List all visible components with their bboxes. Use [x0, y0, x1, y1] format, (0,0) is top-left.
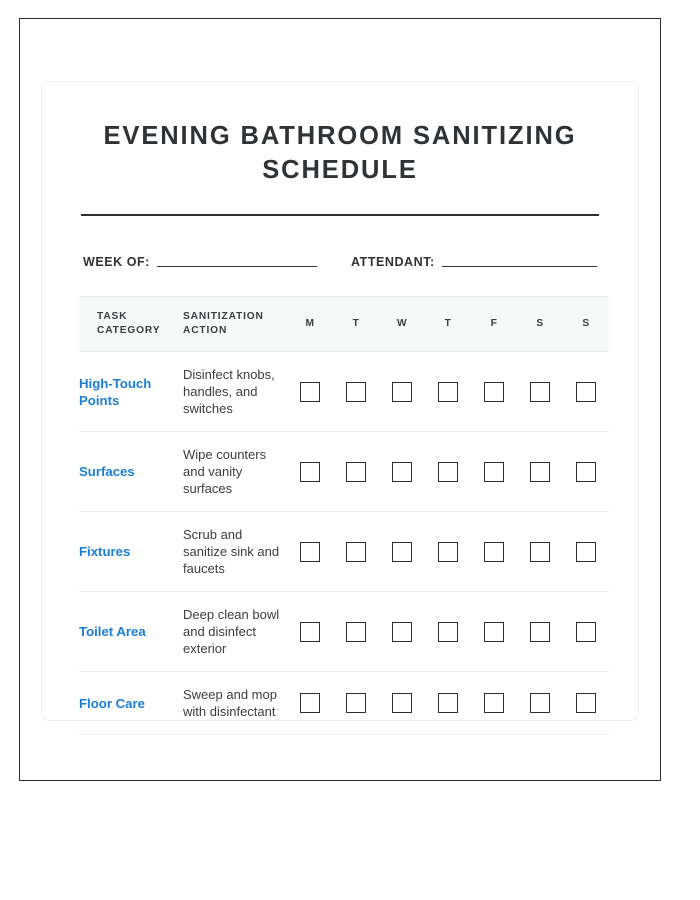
- table-header-row: [79, 297, 609, 352]
- day-cell: [563, 432, 609, 512]
- table-row: [79, 352, 609, 432]
- day-cell: [471, 592, 517, 672]
- day-cell: [379, 352, 425, 432]
- day-checkbox[interactable]: [438, 382, 458, 402]
- day-cell: [287, 592, 333, 672]
- day-checkbox[interactable]: [484, 693, 504, 713]
- day-checkbox[interactable]: [530, 622, 550, 642]
- day-cell: [517, 592, 563, 672]
- task-category-cell: Surfaces: [79, 432, 183, 512]
- day-cell: [333, 512, 379, 592]
- day-cell: [471, 672, 517, 735]
- table-row: [79, 592, 609, 672]
- table-row: [79, 672, 609, 735]
- day-cell: [563, 512, 609, 592]
- document-content: [41, 81, 639, 735]
- day-cell: [287, 352, 333, 432]
- day-checkbox[interactable]: [392, 542, 412, 562]
- day-cell: [379, 432, 425, 512]
- day-cell: [287, 672, 333, 735]
- day-cell: [563, 672, 609, 735]
- day-cell: [517, 672, 563, 735]
- day-cell: [425, 352, 471, 432]
- day-cell: [379, 512, 425, 592]
- day-cell: [563, 592, 609, 672]
- day-checkbox[interactable]: [576, 462, 596, 482]
- day-checkbox[interactable]: [300, 622, 320, 642]
- day-checkbox[interactable]: [576, 622, 596, 642]
- sanitization-action-cell: Scrub and sanitize sink and faucets: [183, 512, 287, 592]
- day-checkbox[interactable]: [346, 462, 366, 482]
- column-header-day-mon: M: [287, 297, 333, 352]
- week-of-input[interactable]: [157, 254, 317, 267]
- column-header-day-tue: T: [333, 297, 379, 352]
- day-checkbox[interactable]: [438, 693, 458, 713]
- day-cell: [471, 432, 517, 512]
- attendant-input[interactable]: [442, 254, 597, 267]
- schedule-table-head: [79, 297, 609, 352]
- week-of-field: [83, 254, 351, 269]
- table-row: [79, 512, 609, 592]
- day-cell: [471, 512, 517, 592]
- day-checkbox[interactable]: [530, 382, 550, 402]
- day-cell: [517, 352, 563, 432]
- day-cell: [563, 352, 609, 432]
- day-cell: [287, 432, 333, 512]
- day-checkbox[interactable]: [438, 462, 458, 482]
- day-checkbox[interactable]: [392, 693, 412, 713]
- day-checkbox[interactable]: [300, 462, 320, 482]
- meta-row: [79, 254, 601, 269]
- task-category-cell: Toilet Area: [79, 592, 183, 672]
- day-cell: [333, 432, 379, 512]
- task-category-cell: Floor Care: [79, 672, 183, 735]
- day-cell: [517, 432, 563, 512]
- schedule-table-body: [79, 352, 609, 735]
- schedule-table: [79, 296, 609, 735]
- sanitization-action-cell: Wipe counters and vanity surfaces: [183, 432, 287, 512]
- day-cell: [517, 512, 563, 592]
- day-checkbox[interactable]: [484, 622, 504, 642]
- day-checkbox[interactable]: [576, 382, 596, 402]
- attendant-field: [351, 254, 597, 269]
- column-header-day-sun: S: [563, 297, 609, 352]
- column-header-task-category: TASK CATEGORY: [79, 297, 183, 352]
- day-checkbox[interactable]: [346, 622, 366, 642]
- title-divider: [81, 214, 599, 216]
- sanitization-action-cell: Disinfect knobs, handles, and switches: [183, 352, 287, 432]
- sanitization-action-cell: Deep clean bowl and disinfect exterior: [183, 592, 287, 672]
- day-cell: [425, 512, 471, 592]
- day-checkbox[interactable]: [300, 693, 320, 713]
- day-checkbox[interactable]: [530, 693, 550, 713]
- day-cell: [333, 592, 379, 672]
- day-checkbox[interactable]: [392, 462, 412, 482]
- title-block: [79, 81, 601, 216]
- day-checkbox[interactable]: [438, 542, 458, 562]
- day-cell: [379, 672, 425, 735]
- day-checkbox[interactable]: [530, 542, 550, 562]
- week-of-label: WEEK OF:: [83, 255, 150, 269]
- page-title: EVENING BATHROOM SANITIZING SCHEDULE: [103, 122, 577, 184]
- day-checkbox[interactable]: [346, 382, 366, 402]
- day-checkbox[interactable]: [392, 622, 412, 642]
- day-cell: [333, 672, 379, 735]
- column-header-day-thu: T: [425, 297, 471, 352]
- day-cell: [287, 512, 333, 592]
- day-cell: [333, 352, 379, 432]
- day-checkbox[interactable]: [346, 693, 366, 713]
- day-checkbox[interactable]: [484, 382, 504, 402]
- day-checkbox[interactable]: [530, 462, 550, 482]
- day-checkbox[interactable]: [300, 542, 320, 562]
- day-checkbox[interactable]: [438, 622, 458, 642]
- task-category-cell: Fixtures: [79, 512, 183, 592]
- day-cell: [379, 592, 425, 672]
- day-cell: [471, 352, 517, 432]
- day-cell: [425, 432, 471, 512]
- column-header-sanitization-action: SANITIZATION ACTION: [183, 297, 287, 352]
- day-checkbox[interactable]: [300, 382, 320, 402]
- column-header-day-wed: W: [379, 297, 425, 352]
- task-category-cell: High-Touch Points: [79, 352, 183, 432]
- day-checkbox[interactable]: [392, 382, 412, 402]
- day-checkbox[interactable]: [484, 542, 504, 562]
- sanitization-action-cell: Sweep and mop with disinfectant: [183, 672, 287, 735]
- attendant-label: ATTENDANT:: [351, 255, 435, 269]
- day-checkbox[interactable]: [576, 693, 596, 713]
- day-checkbox[interactable]: [346, 542, 366, 562]
- column-header-day-sat: S: [517, 297, 563, 352]
- day-cell: [425, 592, 471, 672]
- day-checkbox[interactable]: [576, 542, 596, 562]
- day-cell: [425, 672, 471, 735]
- day-checkbox[interactable]: [484, 462, 504, 482]
- column-header-day-fri: F: [471, 297, 517, 352]
- table-row: [79, 432, 609, 512]
